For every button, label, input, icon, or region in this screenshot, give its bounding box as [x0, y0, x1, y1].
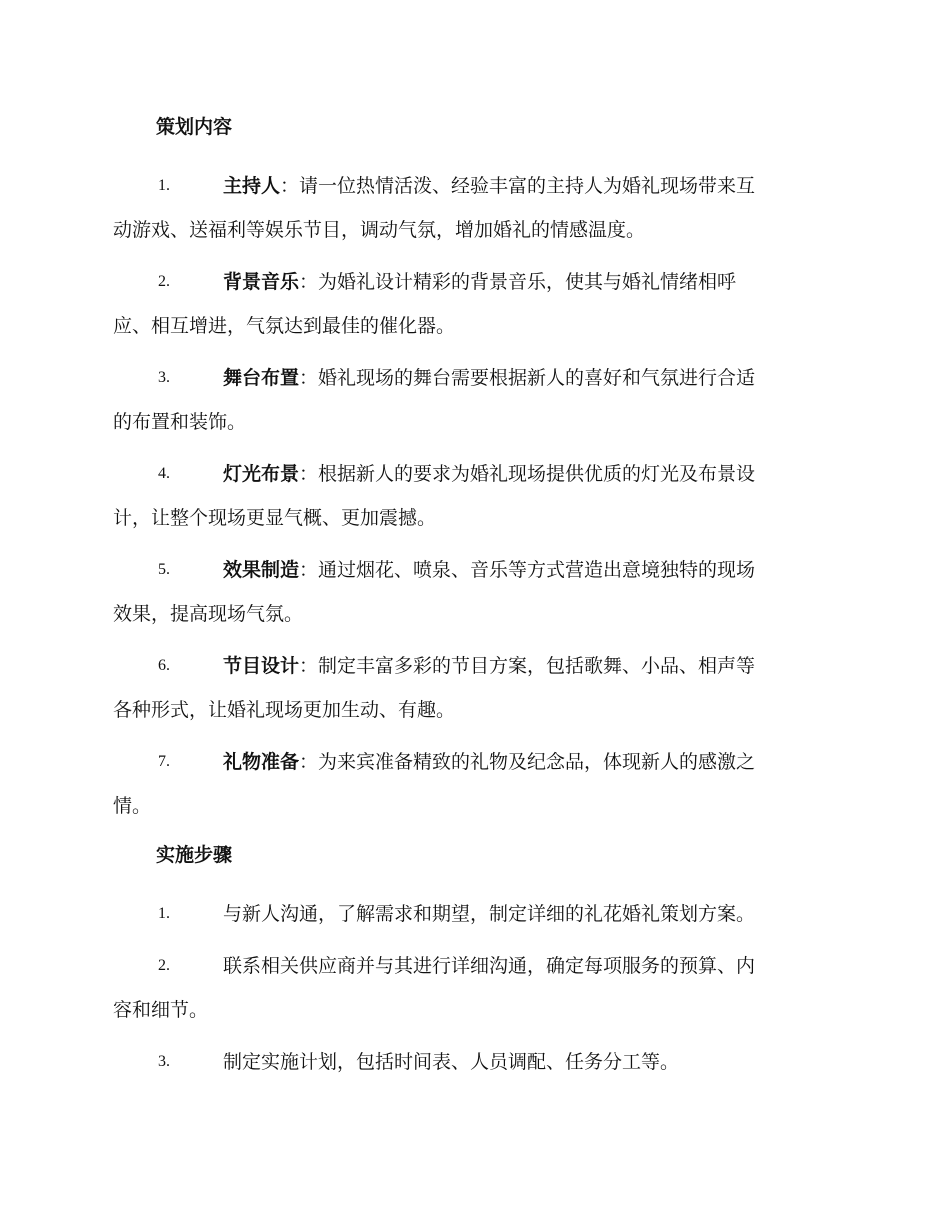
list-item [113, 164, 835, 252]
item-text-continued: 情。 [113, 795, 152, 817]
item-text: ：制定丰富多彩的节目方案，包括歌舞、小品、相声等 [299, 655, 756, 677]
item-text: ：通过烟花、喷泉、音乐等方式营造出意境独特的现场 [299, 559, 756, 581]
section-heading-steps: 实施步骤 [156, 844, 233, 866]
list-item [113, 740, 835, 828]
section-heading-planning: 策划内容 [156, 116, 233, 138]
list-item [113, 356, 835, 444]
item-number: 2. [158, 957, 170, 974]
list-item [113, 452, 835, 540]
item-term: 节目设计 [223, 655, 300, 677]
item-term: 效果制造 [223, 559, 300, 581]
item-text: ：为婚礼设计精彩的背景音乐，使其与婚礼情绪相呼 [299, 271, 737, 293]
item-number: 4. [158, 465, 170, 482]
item-number: 3. [158, 369, 170, 386]
list-item [113, 892, 835, 936]
item-text: ：为来宾准备精致的礼物及纪念品，体现新人的感激之 [299, 751, 756, 773]
item-term: 背景音乐 [223, 271, 300, 293]
item-term: 礼物准备 [223, 751, 300, 773]
item-text: ：请一位热情活泼、经验丰富的主持人为婚礼现场带来互 [280, 175, 756, 197]
item-text: 联系相关供应商并与其进行详细沟通，确定每项服务的预算、内 [223, 955, 756, 977]
item-number: 1. [158, 177, 170, 194]
item-number: 7. [158, 753, 170, 770]
document-body [113, 108, 835, 1092]
item-number: 1. [158, 905, 170, 922]
item-text: 制定实施计划，包括时间表、人员调配、任务分工等。 [223, 1051, 680, 1073]
item-number: 3. [158, 1053, 170, 1070]
item-text-continued: 的布置和装饰。 [113, 411, 247, 433]
list-item [113, 944, 835, 1032]
item-term: 舞台布置 [223, 367, 300, 389]
item-text-continued: 各种形式，让婚礼现场更加生动、有趣。 [113, 699, 456, 721]
list-item [113, 548, 835, 636]
item-text: ：婚礼现场的舞台需要根据新人的喜好和气氛进行合适 [299, 367, 756, 389]
item-text-continued: 应、相互增进，气氛达到最佳的催化器。 [113, 315, 456, 337]
list-item [113, 260, 835, 348]
item-number: 2. [158, 273, 170, 290]
item-text-continued: 效果，提高现场气氛。 [113, 603, 304, 625]
item-text-continued: 计，让整个现场更显气概、更加震撼。 [113, 507, 437, 529]
item-number: 5. [158, 561, 170, 578]
item-term: 主持人 [223, 175, 281, 197]
item-text-continued: 容和细节。 [113, 999, 209, 1021]
item-text: 与新人沟通，了解需求和期望，制定详细的礼花婚礼策划方案。 [223, 903, 756, 925]
list-item [113, 644, 835, 732]
item-text: ：根据新人的要求为婚礼现场提供优质的灯光及布景设 [299, 463, 756, 485]
item-number: 6. [158, 657, 170, 674]
list-item [113, 1040, 835, 1084]
item-text-continued: 动游戏、送福利等娱乐节目，调动气氛，增加婚礼的情感温度。 [113, 219, 646, 241]
item-term: 灯光布景 [223, 463, 300, 485]
